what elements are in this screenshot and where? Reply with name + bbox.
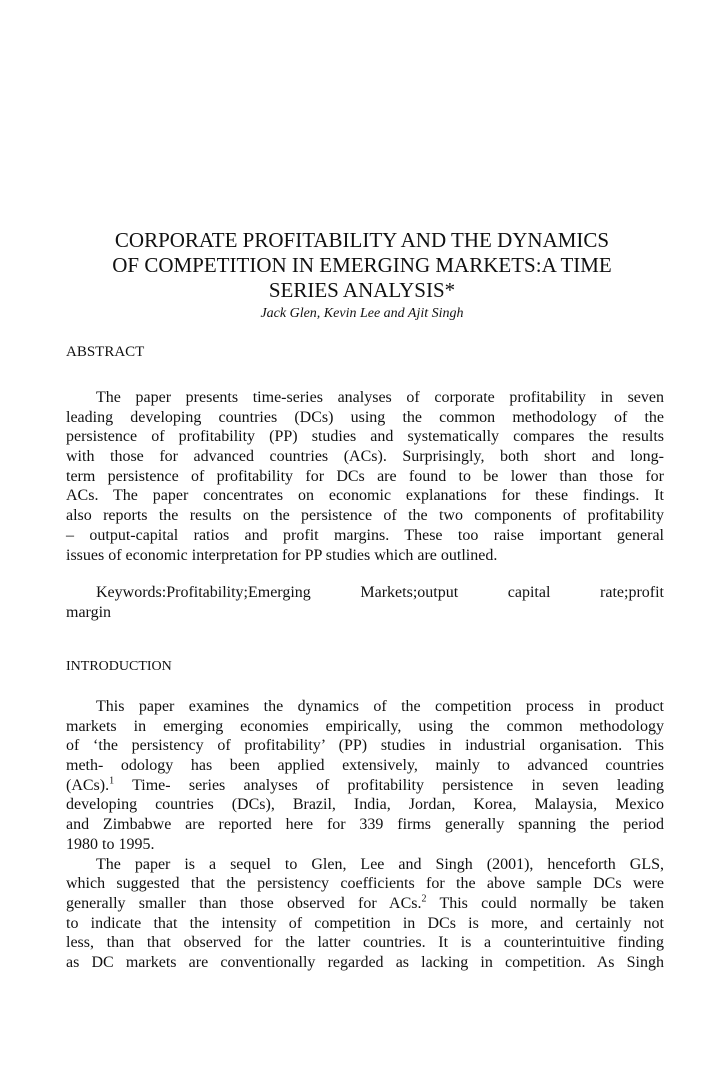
text-line: and Zimbabwe are reported here for 339 firms generally spanning the period — [66, 816, 664, 834]
text-line: term persistence of profitability for DCs are found to be lower than those for — [66, 467, 664, 485]
introduction-heading: INTRODUCTION — [66, 659, 172, 674]
text-line: (ACs).$^1$ Time- series analyses of profitability persistence in seven leading — [66, 775, 664, 794]
text-line: 1980 to 1995. — [66, 835, 155, 853]
authors: Jack Glen, Kevin Lee and Ajit Singh — [260, 306, 464, 321]
text-line: Keywords:Profitability;Emerging Markets;output capital rate;profit — [96, 584, 664, 601]
abstract-heading: ABSTRACT — [66, 344, 145, 360]
title-line: OF COMPETITION IN EMERGING MARKETS:A TIME — [112, 253, 612, 277]
text-line: The paper presents time-series analyses of corporate profitability in seven — [96, 389, 664, 406]
text-line: with those for advanced countries (ACs). Surprisingly, both short and long- — [66, 448, 664, 466]
text-line: ACs. The paper concentrates on economic explanations for these findings. It — [66, 487, 664, 505]
title-line: CORPORATE PROFITABILITY AND THE DYNAMICS — [114, 228, 610, 252]
title-line: SERIES ANALYSIS* — [268, 278, 456, 302]
paper-title — [60, 228, 664, 303]
text-line: persistence of profitability (PP) studies and systematically compares the results — [66, 428, 664, 446]
text-line: generally smaller than those observed for ACs.$^2$ This could normally be taken — [66, 893, 665, 912]
text-line: less, than that observed for the latter countries. It is a counterintuitive finding — [66, 934, 664, 952]
text-line: – output-capital ratios and profit margins. These too raise important general — [66, 526, 664, 544]
text-line: which suggested that the persistency coefficients for the above sample DCs were — [66, 875, 664, 893]
text-line: to indicate that the intensity of competition in DCs is more, and certainly not — [66, 914, 664, 932]
intro-paragraph-1 — [66, 697, 664, 855]
text-line: markets in emerging economies empirically, using the common methodology — [66, 717, 664, 735]
keywords-paragraph — [66, 583, 664, 622]
text-line: meth- odology has been applied extensively, mainly to advanced countries — [66, 757, 664, 775]
abstract-paragraph — [66, 388, 664, 565]
text-line: leading developing countries (DCs) using the common methodology of the — [66, 408, 664, 426]
text-line: margin — [66, 603, 112, 621]
intro-paragraph-2 — [66, 855, 664, 973]
text-line: issues of economic interpretation for PP studies which are outlined. — [66, 546, 498, 564]
text-line: of ‘the persistency of profitability’ (PP) studies in industrial organisation. This — [66, 737, 664, 755]
text-line: This paper examines the dynamics of the competition process in product — [96, 698, 664, 715]
text-line: as DC markets are conventionally regarded as lacking in competition. As Singh — [66, 954, 664, 972]
text-line: developing countries (DCs), Brazil, India, Jordan, Korea, Malaysia, Mexico — [66, 796, 664, 814]
text-line: also reports the results on the persistence of the two components of profitability — [66, 507, 664, 525]
text-line: The paper is a sequel to Glen, Lee and Singh (2001), henceforth GLS, — [96, 855, 664, 873]
